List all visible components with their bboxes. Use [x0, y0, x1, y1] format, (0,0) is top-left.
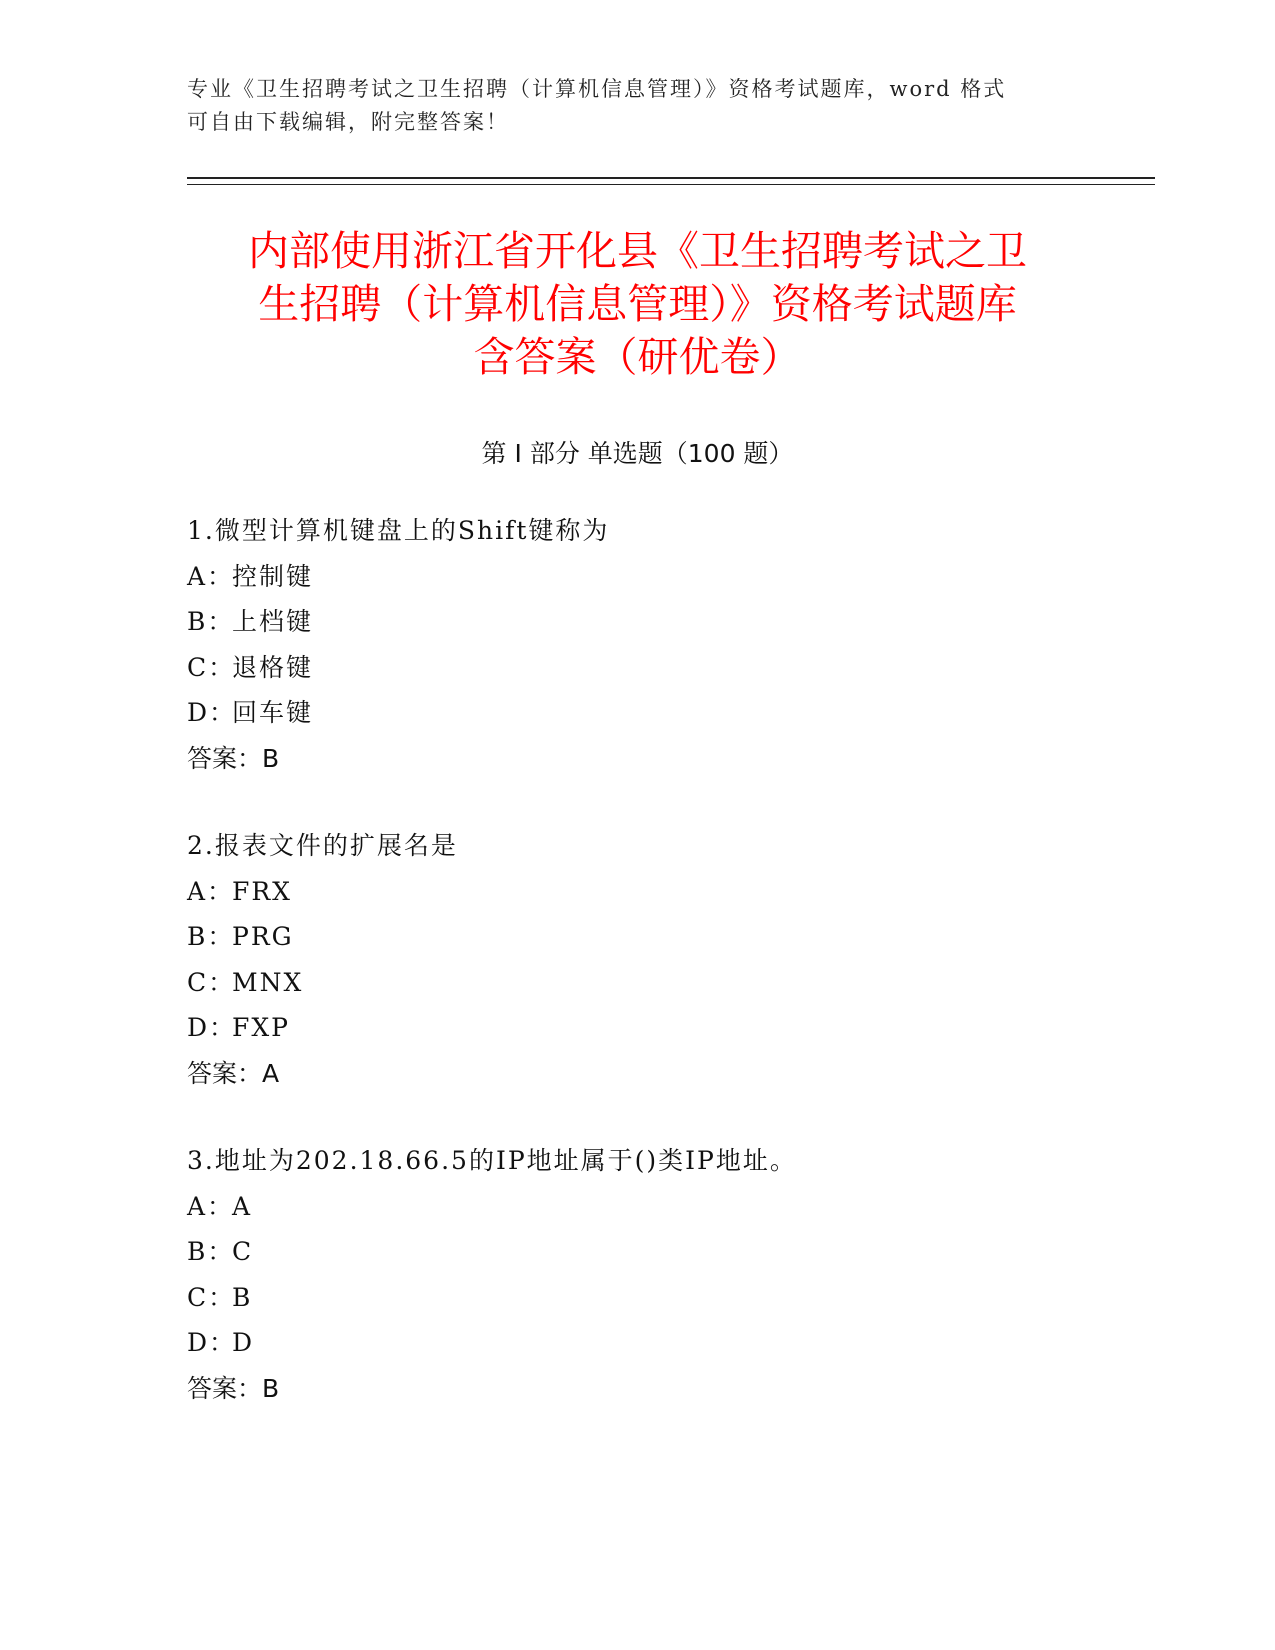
option-letter: C： [187, 652, 236, 682]
header-note [187, 73, 1067, 139]
option-text: C [232, 1237, 254, 1266]
question-stem: 2.报表文件的扩展名是 [187, 831, 458, 860]
option-letter: D： [187, 698, 237, 727]
question-3 [187, 1138, 1087, 1411]
option-letter: C： [187, 1282, 236, 1312]
question-2 [187, 823, 1087, 1096]
question-1 [187, 508, 1087, 781]
option-text: 上档键 [232, 607, 314, 636]
option-text: D [232, 1328, 255, 1357]
answer-line: 答案：A [187, 1058, 280, 1088]
answer-line: 答案：B [187, 743, 280, 773]
option-text: A [232, 1191, 253, 1221]
option-letter: B： [187, 1237, 235, 1266]
header-divider-thin [187, 184, 1155, 185]
option-text: MNX [232, 967, 304, 997]
option-letter: A： [187, 1191, 235, 1221]
option-text: 退格键 [232, 652, 314, 682]
header-divider-thick [187, 177, 1155, 179]
option-a [187, 869, 1087, 915]
option-letter: C： [187, 967, 236, 997]
option-a [187, 554, 1087, 600]
option-c [187, 960, 1087, 1006]
option-letter: A： [187, 876, 235, 906]
option-letter: B： [187, 922, 235, 951]
header-note-line-2: 可自由下载编辑，附完整答案！ [187, 110, 509, 134]
option-letter: B： [187, 607, 235, 636]
option-letter: A： [187, 561, 235, 591]
option-c [187, 1275, 1087, 1321]
document-title-line-1: 内部使用浙江省开化县《卫生招聘考试之卫 [248, 227, 1027, 275]
option-d [187, 1005, 1087, 1051]
option-b [187, 914, 1087, 960]
option-letter: D： [187, 1013, 237, 1042]
option-a [187, 1184, 1087, 1230]
option-text: FRX [232, 876, 292, 906]
question-stem: 1.微型计算机键盘上的Shift键称为 [187, 516, 610, 545]
option-b [187, 599, 1087, 645]
question-stem: 3.地址为202.18.66.5的IP地址属于()类IP地址。 [187, 1146, 797, 1175]
section-heading: 第 I 部分 单选题（100 题） [481, 439, 794, 468]
option-text: B [232, 1282, 253, 1312]
option-d [187, 1320, 1087, 1366]
option-letter: D： [187, 1328, 237, 1357]
document-title-line-3: 含答案（研优卷） [473, 333, 802, 381]
option-text: 控制键 [232, 561, 314, 591]
option-d [187, 690, 1087, 736]
option-text: 回车键 [232, 698, 314, 727]
option-text: PRG [232, 922, 294, 951]
document-title [160, 225, 1115, 384]
answer-line: 答案：B [187, 1373, 280, 1403]
document-title-line-2: 生招聘（计算机信息管理）》资格考试题库 [258, 280, 1017, 328]
option-text: FXP [232, 1013, 290, 1042]
header-note-line-1: 专业《卫生招聘考试之卫生招聘（计算机信息管理）》资格考试题库，word 格式 [187, 77, 1007, 101]
option-b [187, 1229, 1087, 1275]
option-c [187, 645, 1087, 691]
